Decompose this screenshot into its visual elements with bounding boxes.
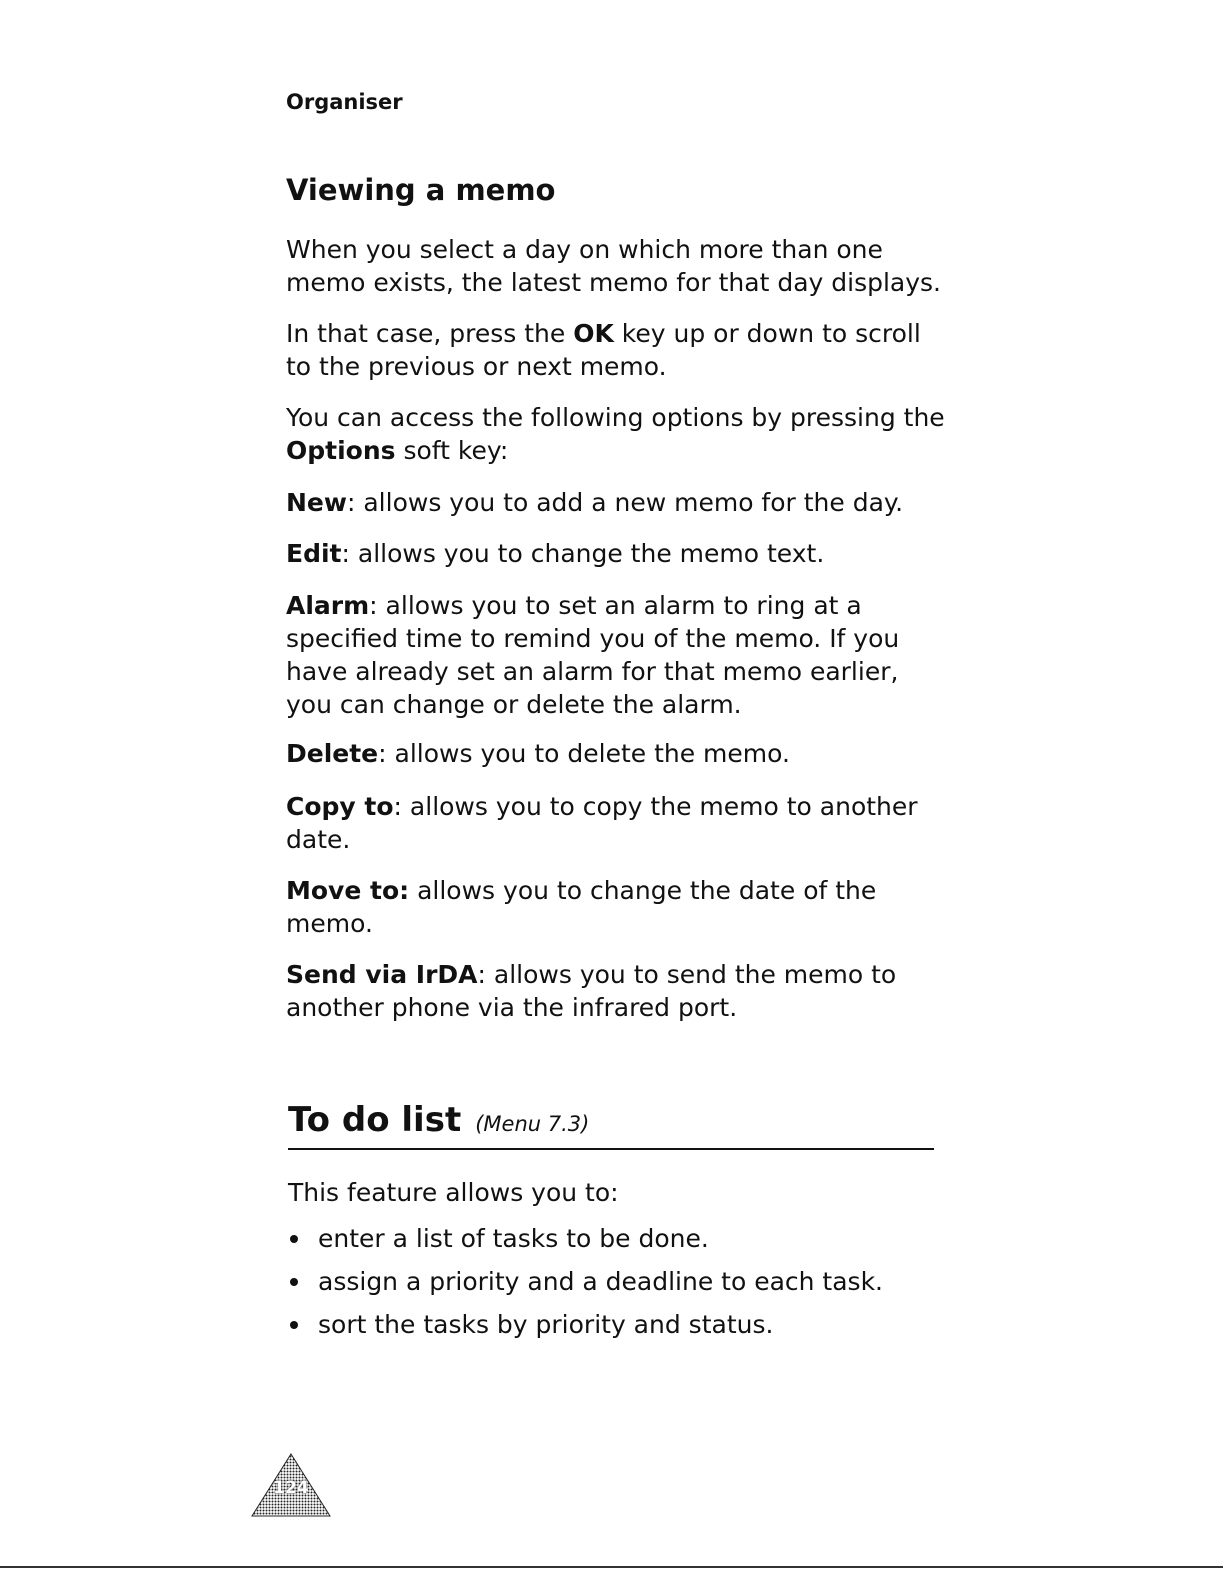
list-item-text: sort the tasks by priority and status. <box>318 1310 774 1339</box>
option-description: allows you to copy the memo to another date. <box>286 792 918 854</box>
option-term: Delete <box>286 739 379 768</box>
list-item <box>288 1222 883 1255</box>
ok-key-label: OK <box>573 319 614 348</box>
paragraph-3-text-b: soft key: <box>395 436 509 465</box>
bullet-icon <box>290 1321 298 1329</box>
section-label: Organiser <box>286 90 403 114</box>
paragraph-2-text-b: key up or down to scroll to the previous or next memo. <box>286 319 921 381</box>
todo-heading <box>288 1100 934 1150</box>
option-copy-to <box>286 790 946 856</box>
option-description: allows you to change the date of the memo. <box>286 876 877 938</box>
option-term: Send via IrDA <box>286 960 478 989</box>
option-separator: : <box>346 488 364 517</box>
todo-title: To do list <box>288 1100 462 1140</box>
option-term: Edit <box>286 539 342 568</box>
option-delete <box>286 737 946 770</box>
list-item-text: assign a priority and a deadline to each task. <box>318 1267 884 1296</box>
list-item <box>288 1265 883 1298</box>
memo-paragraph-2 <box>286 317 946 383</box>
paragraph-2-text-a: In that case, press the <box>286 319 574 348</box>
option-separator: : <box>477 960 494 989</box>
bullet-icon <box>290 1278 298 1286</box>
option-description: allows you to delete the memo. <box>394 739 790 768</box>
list-item <box>288 1308 883 1341</box>
option-term: New <box>286 488 347 517</box>
bottom-rule <box>0 1566 1223 1568</box>
option-edit <box>286 537 946 570</box>
option-move-to <box>286 874 886 940</box>
option-description: allows you to change the memo text. <box>357 539 825 568</box>
bullet-icon <box>290 1235 298 1243</box>
option-term: Move to: <box>286 876 410 905</box>
option-term: Copy to <box>286 792 394 821</box>
todo-menu-reference: (Menu 7.3) <box>475 1112 590 1136</box>
option-new <box>286 486 946 519</box>
paragraph-3-text-a: You can access the following options by pressing the <box>286 403 945 432</box>
page-number: 124 <box>273 1478 309 1498</box>
option-separator: : <box>341 539 358 568</box>
memo-paragraph-1: When you select a day on which more than one memo exists, the latest memo for that day displays. <box>286 235 941 297</box>
option-term: Alarm <box>286 591 370 620</box>
option-separator: : <box>393 792 410 821</box>
option-description: allows you to add a new memo for the day. <box>363 488 904 517</box>
todo-feature-list <box>288 1222 883 1351</box>
option-separator: : <box>378 739 395 768</box>
memo-paragraph-3 <box>286 401 946 467</box>
option-alarm <box>286 589 906 721</box>
options-key-label: Options <box>286 436 396 465</box>
option-description: allows you to send the memo to another phone via the infrared port. <box>286 960 897 1022</box>
option-separator <box>409 876 417 905</box>
option-send-via-irda <box>286 958 926 1024</box>
option-separator: : <box>369 591 386 620</box>
todo-intro: This feature allows you to: <box>288 1178 619 1207</box>
memo-heading: Viewing a memo <box>286 173 556 207</box>
list-item-text: enter a list of tasks to be done. <box>318 1224 709 1253</box>
option-description: allows you to set an alarm to ring at a specified time to remind you of the memo. If you have already set an alarm for that memo earlier, you can change or delete the alarm. <box>286 591 900 719</box>
